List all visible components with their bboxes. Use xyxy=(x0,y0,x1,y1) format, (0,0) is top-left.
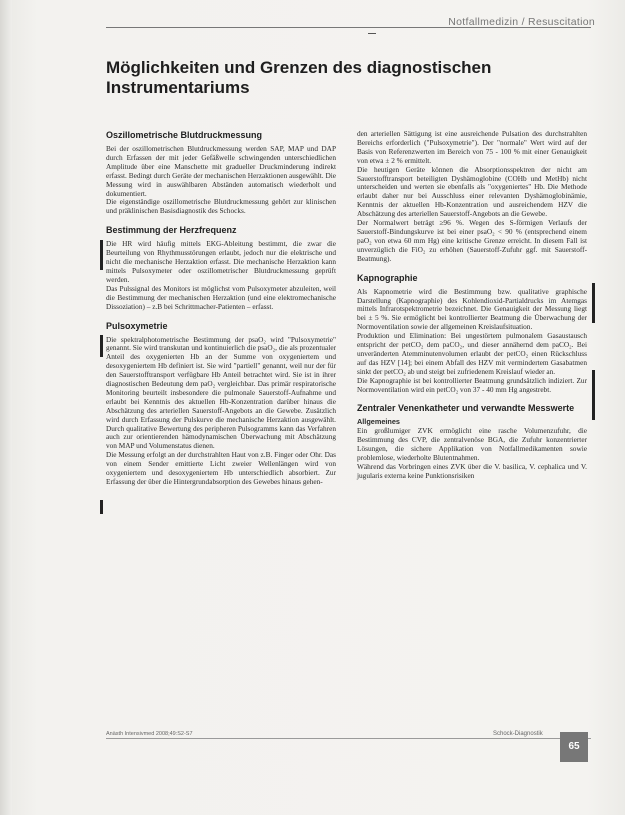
heading-pulsoxymetrie: Pulsoxymetrie xyxy=(106,320,168,331)
left-column xyxy=(106,130,336,487)
page-edge xyxy=(0,0,12,815)
paragraph: Als Kapnometrie wird die Bestimmung bzw. qualitative graphische Darstellung (Kapnographie) des Kohlendioxid-Partialdrucks im Atemgas mittels Infrarotspektrometrie bezeichnet. Die Genauigkeit der Messung liegt bei ± 5 %. Sie ermöglicht bei kontrollierter Beatmung die Überwachung der Normoventilation sowie der allgemeinen Kreislaufsituation. xyxy=(357,286,587,332)
paragraph: Die HR wird häufig mittels EKG-Ableitung bestimmt, die zwar die Beurteilung von Rhythmusstörungen erlaubt, jedoch nur die elektrische und nicht die mechanische Herzaktion erfasst. Die mechanische Herzaktion kann mittels Pulsoxymeter oder oszillometrischer Blutdruckmessung geprüft werden. xyxy=(106,239,336,284)
heading-herzfrequenz: Bestimmung der Herzfrequenz xyxy=(106,225,237,236)
page-number: 65 xyxy=(560,732,588,762)
footer-rule xyxy=(106,738,591,739)
header-tick xyxy=(368,33,376,34)
footer-citation: Anästh Intensivmed 2008;49:S2-S7 xyxy=(106,731,193,737)
paragraph: Bei der oszillometrischen Blutdruckmessung werden SAP, MAP und DAP durch Erfassen der mit jeder Gefäßwelle schwingenden unterschiedlichen Amplitude über eine Manschette mit gradueller Druckminderung indirekt erfasst. Bedingt durch Geräte der mechanischen Herzaktionen ausgewählt. Die Messung wird in auswählbaren Abständen automatisch wiederholt und dokumentiert. xyxy=(106,144,336,198)
paragraph: den arteriellen Sättigung ist eine ausreichende Pulsation des durchstrahlten Bereichs erforderlich ("Pulsoxymetrie"). Der "normale" Wert wird auf der Basis von Referenzwerten im Bereich von 75 - 100 % mit einer Genauigkeit von etwa ± 2 % ermittelt. xyxy=(357,129,587,165)
margin-bar xyxy=(100,500,103,514)
right-column xyxy=(357,130,587,481)
margin-bar xyxy=(592,283,595,323)
paragraph: Die spektralphotometrische Bestimmung der psaO₂ wird "Pulsoxymetrie" genannt. Sie wird transkutan und kontinuierlich die psaO₂, die als prozentualer Anteil des oxygenierten Hb an der Summe von oxygeniertem und desoxygeniertem Hb definiert ist. Sie wird "partiell" genannt, weil nur der für den Sauerstofftransport verfügbare Hb Anteil betrachtet wird. Sie ist in ihrer diagnostischen Bedeutung dem paO₂ vergleichbar. Das primär respiratorische Monitoring beurteilt insbesondere die pulmonale Sauerstoff-Aufnahme und erlaubt bei Kenntnis des aktuellen Hb-Konzentration darüber hinaus die Abschätzung des arteriellen Sauerstoff-Angebots an die Gewebe. Zusätzlich wird durch Erfassung der Pulskurve die mechanische Herzaktion ausgewählt. Durch qualitative Bewertung des peripheren Pulsogramms kann das Verfahren auch zur orientierenden hämodynamischen Überwachung mit Abschätzung von MAP und Volumenstatus dienen. xyxy=(106,334,336,451)
heading-blutdruck: Oszillometrische Blutdruckmessung xyxy=(106,130,263,140)
heading-zvk: Zentraler Venenkatheter und verwandte Messwerte xyxy=(357,403,575,414)
heading-kapnographie: Kapnographie xyxy=(357,272,418,283)
subheading-allgemeines: Allgemeines xyxy=(357,417,400,427)
paragraph: Der Normalwert beträgt ≥96 %. Wegen des S-förmigen Verlaufs der Sauerstoff-Bindungskurve ist bei einer psaO₂ < 90 % (entsprechend einem paO₂ von etwa 60 mm Hg) eine kritische Grenze erreicht. In diesem Fall ist unverzüglich die FiO₂ zu erhöhen (Sauerstoff-Zufuhr ggf. mit Sauerstoff-Beatmung). xyxy=(357,218,587,263)
article-title: Möglichkeiten und Grenzen des diagnostischen Instrumentariums xyxy=(106,58,492,97)
section-label: Notfallmedizin / Resuscitation xyxy=(448,16,595,28)
paragraph: Die Messung erfolgt an der durchstrahlten Haut von z.B. Finger oder Ohr. Das von einem Sender emittierte Licht zweier Wellenlängen wird von oxygeniertem und desoxygeniertem Hb unterschiedlich absorbiert. Zur Erfassung der über die Hintergrundabsorption des Gewebes hinaus gehen- xyxy=(106,450,336,486)
paragraph: Während das Vorbringen eines ZVK über die V. basilica, V. cephalica und V. jugularis externa keine Punktionsrisiken xyxy=(357,462,587,480)
paragraph: Produktion und Elimination: Bei ungestörtem pulmonalem Gasaustausch entspricht der petCO₂ dem paCO₂, und dieser annähernd dem paCO₂. Bei unveränderten Atemminutenvolumen erlaubt der petCO₂ einen Rückschluss auf das HZV [14]; bei einem Abfall des HZV mit vermindertem Gasabatmen sinkt der petCO₂ ab und steigt bei zufriedenem Kreislauf wieder an. xyxy=(357,331,587,376)
paragraph: Die eigenständige oszillometrische Blutdruckmessung gehört zur klinischen und präklinischen Basisdiagnostik des Schocks. xyxy=(106,197,336,216)
paragraph: Ein großlumiger ZVK ermöglicht eine rasche Volumenzufuhr, die Bestimmung des CVP, die zentralvenöse BGA, die Zufuhr konzentrierter Lösungen, die sichere Applikation von Notfallmedikamenten sowie problemlose, wiederholte Blutentnahmen. xyxy=(357,426,587,463)
paragraph: Die Kapnographie ist bei kontrollierter Beatmung grundsätzlich indiziert. Zur Normoventilation wird ein petCO₂ von 37 - 40 mm Hg angestrebt. xyxy=(357,375,587,394)
paragraph: Das Pulssignal des Monitors ist möglichst vom Pulsoxymeter abzuleiten, weil die Bestimmung der mechanischen Herzaktion (und eine elektromechanische Dissoziation) – z.B bei Schrittmacher-Patienten – erfasst. xyxy=(106,283,336,311)
margin-bar xyxy=(100,240,103,270)
margin-bar xyxy=(100,335,103,357)
margin-bar xyxy=(592,370,595,420)
paragraph: Die heutigen Geräte können die Absorptionsspektren der nicht am Sauerstofftransport beteiligten Dyshämoglobine (COHb und MetHb) nicht unterscheiden und werten sie ebenfalls als "oxygeniertes" Hb. Die Methode erlaubt daher nur bei Ausschluss einer relevanten Dyshämoglobinämie, Kenntnis der aktuellen Hb-Konzentration und ausreichendem HZV die Abschätzung des arteriellen Sauerstoff-Angebots an die Gewebe. xyxy=(357,164,587,219)
footer-running-title: Schock-Diagnostik xyxy=(493,731,543,737)
